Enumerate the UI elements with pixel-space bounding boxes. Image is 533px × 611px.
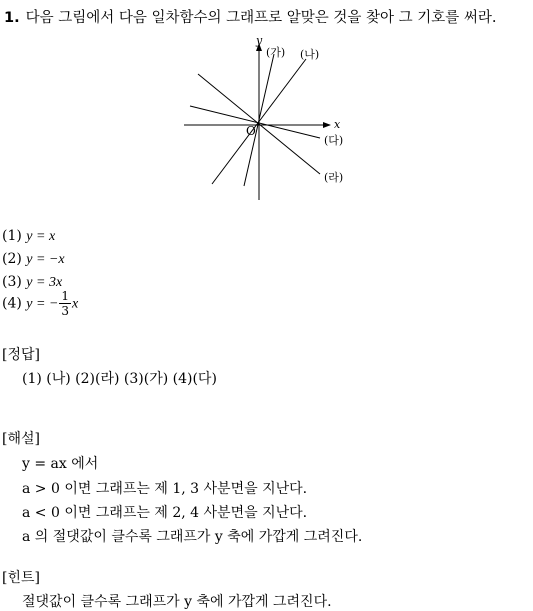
explanation-line-1: y = ax 에서 bbox=[22, 456, 99, 472]
option-4 bbox=[2, 290, 78, 317]
line-label-na: (나) bbox=[300, 48, 320, 61]
explanation-heading: [해설] bbox=[2, 431, 40, 447]
option-index: (1) bbox=[2, 228, 22, 244]
line-label-ra: (라) bbox=[324, 171, 344, 184]
option-expression-prefix: y = − bbox=[26, 296, 59, 312]
origin-label: O bbox=[246, 124, 256, 138]
y-axis-label: y bbox=[256, 34, 263, 47]
option-index: (3) bbox=[2, 274, 22, 290]
option-expression: y = 3x bbox=[26, 275, 63, 290]
question-text: 다음 그림에서 다음 일차함수의 그래프로 알맞은 것을 찾아 그 기호를 써라. bbox=[25, 10, 497, 26]
line-label-ga: (가) bbox=[266, 46, 286, 59]
question bbox=[4, 6, 497, 27]
fraction-denominator: 3 bbox=[61, 304, 70, 318]
linear-graph-figure bbox=[180, 34, 350, 204]
fraction bbox=[59, 290, 71, 317]
option-expression: y = x bbox=[26, 229, 56, 244]
answer-heading: [정답] bbox=[2, 347, 40, 363]
option-3 bbox=[2, 274, 62, 291]
hint-text: 절댓값이 클수록 그래프가 y 축에 가깝게 그려진다. bbox=[22, 594, 332, 610]
graph-line-na bbox=[198, 52, 306, 74]
option-2 bbox=[2, 251, 65, 268]
explanation-line-4: a 의 절댓값이 클수록 그래프가 y 축에 가깝게 그려진다. bbox=[22, 529, 363, 545]
fraction-numerator: 1 bbox=[61, 289, 70, 303]
line-label-da: (다) bbox=[324, 134, 344, 147]
option-index: (2) bbox=[2, 251, 22, 267]
option-1 bbox=[2, 228, 55, 245]
answer-text: (1) (나) (2)(라) (3)(가) (4)(다) bbox=[22, 371, 217, 387]
option-expression: y = −x bbox=[26, 252, 65, 267]
option-index: (4) bbox=[2, 295, 22, 312]
option-expression-suffix: x bbox=[72, 296, 79, 312]
explanation-line-2: a > 0 이면 그래프는 제 1, 3 사분면을 지난다. bbox=[22, 481, 308, 497]
hint-heading: [힌트] bbox=[2, 570, 40, 586]
question-number: 1. bbox=[4, 10, 20, 26]
x-axis-label: x bbox=[334, 118, 341, 131]
explanation-line-3: a < 0 이면 그래프는 제 2, 4 사분면을 지난다. bbox=[22, 505, 308, 521]
